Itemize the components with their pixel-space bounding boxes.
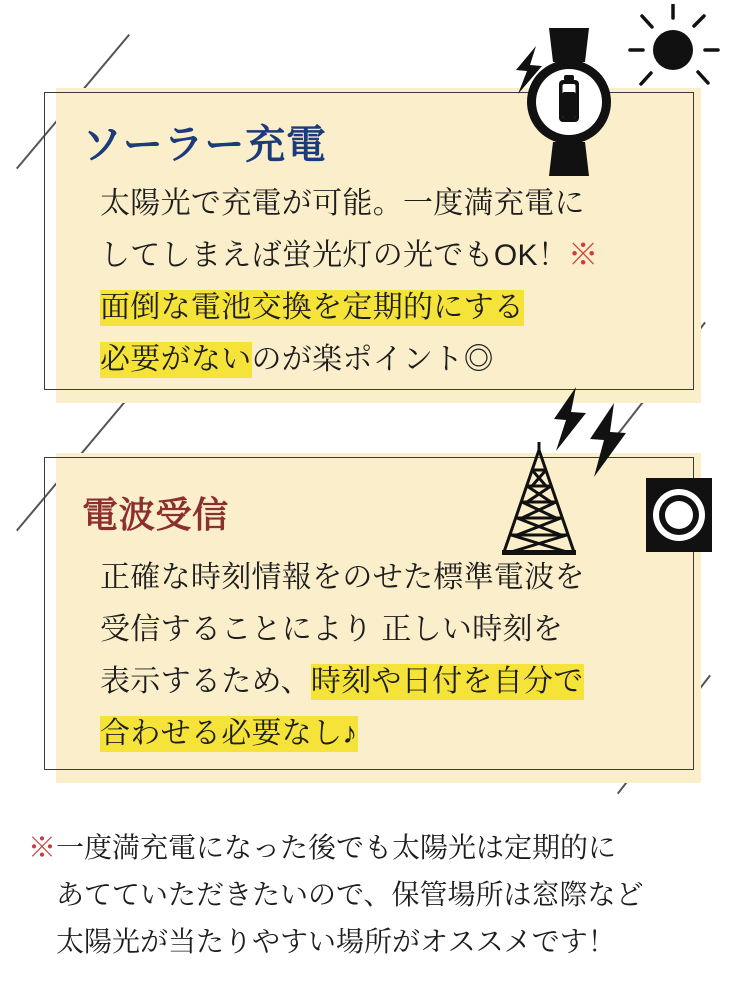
panel-solar-body [100,178,700,386]
sun-icon [614,4,724,114]
asterisk-mark: ※ [568,239,599,272]
footnote-line-2 [28,871,728,918]
footnote-line-2-text: あてていただきたいので、保管場所は窓際など [56,879,644,910]
panel-radio-body-line-2: 受信することにより 正しい時刻を [100,613,564,646]
footnote-mark: ※ [28,832,57,863]
panel-radio-body-line-4: 合わせる必要なし♪ [100,717,358,750]
watch-icon [634,470,724,560]
footnote-line-1-text: 一度満充電になった後でも太陽光は定期的に [56,832,617,863]
panel-radio-body-line-3: 表示するため、時刻や日付を自分で [100,665,584,698]
panel-radio-body [100,552,700,760]
footnote-line-3-text: 太陽光が当たりやすい場所がオススメです！ [56,926,616,957]
lightning-icon [506,44,550,96]
panel-solar-body-line-1: 太陽光で充電が可能。一度満充電に [100,187,585,220]
footnote-text [28,824,728,965]
footnote-line-3 [28,918,728,965]
panel-solar-body-line-3: 面倒な電池交換を定期的にする [100,291,525,324]
panel-solar-body-line-2: してしまえば蛍光灯の光でもOK！※ [100,239,599,272]
panel-radio-heading: 電波受信 [82,494,229,535]
panel-solar-body-line-4: 必要がないのが楽ポイント◎ [100,343,494,376]
footnote-line-1 [28,824,728,871]
panel-radio-body-line-1: 正確な時刻情報をのせた標準電波を [100,561,585,594]
panel-solar-heading: ソーラー充電 [82,123,327,167]
